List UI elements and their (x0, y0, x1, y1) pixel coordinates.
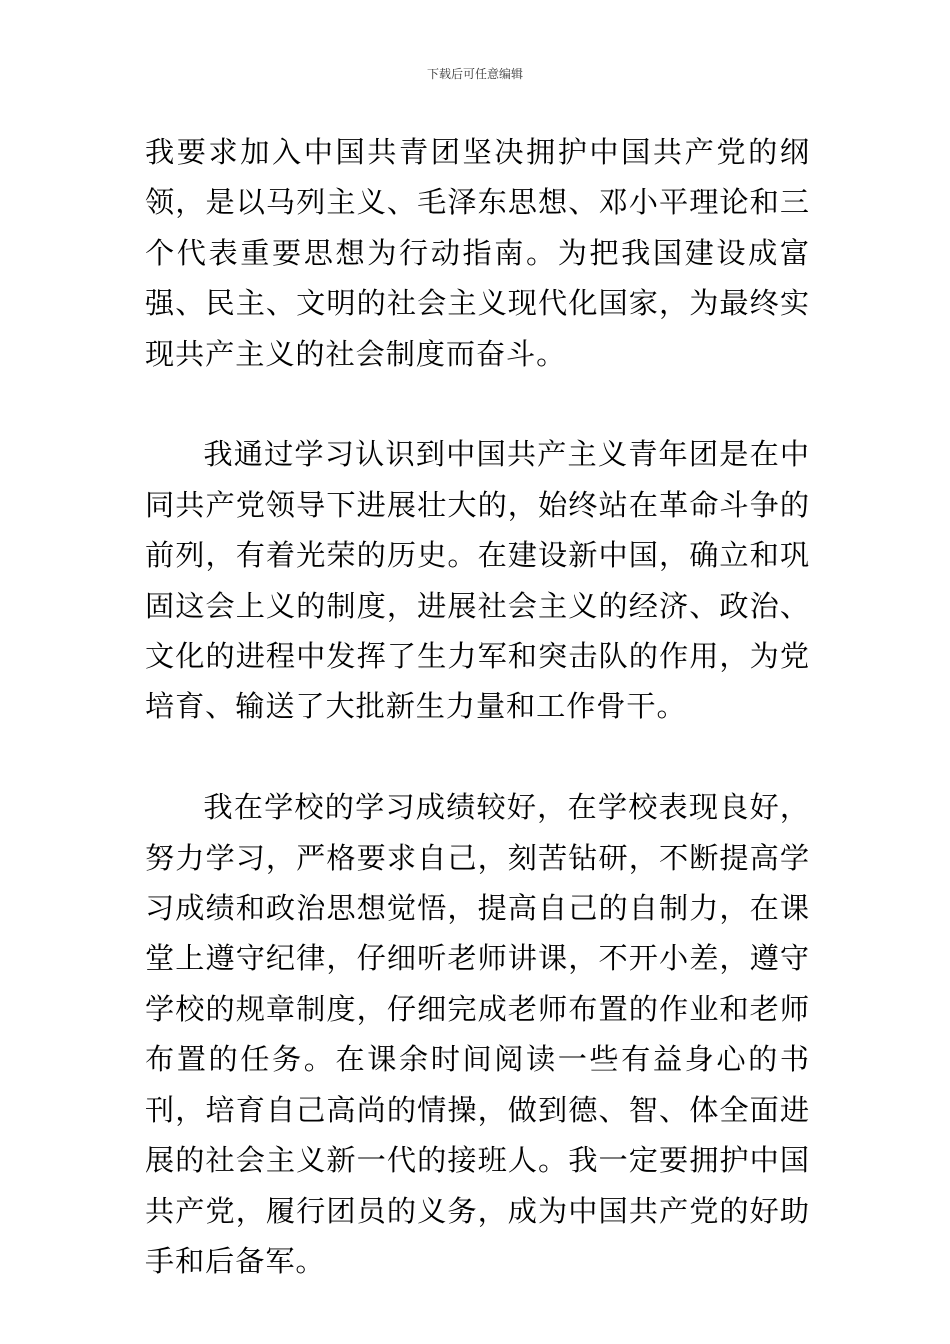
paragraph-1: 我要求加入中国共青团坚决拥护中国共产党的纲领，是以马列主义、毛泽东思想、邓小平理论和三个代表重要思想为行动指南。为把我国建设成富强、民主、文明的社会主义现代化国家，为最终实现共产主义的社会制度而奋斗。 (145, 135, 810, 371)
document-body (145, 127, 810, 1286)
paragraph-2: 我通过学习认识到中国共产主义青年团是在中同共产党领导下进展壮大的，始终站在革命斗争的前列，有着光荣的历史。在建设新中国，确立和巩固这会上义的制度，进展社会主义的经济、政治、文化的进程中发挥了生力军和突击队的作用，为党培育、输送了大批新生力量和工作骨干。 (145, 437, 810, 724)
paragraph-3: 我在学校的学习成绩较好，在学校表现良好，努力学习，严格要求自己，刻苦钻研，不断提高学习成绩和政治思想觉悟，提高自己的自制力，在课堂上遵守纪律，仔细听老师讲课，不开小差，遵守学校的规章制度，仔细完成老师布置的作业和老师布置的任务。在课余时间阅读一些有益身心的书刊，培育自己高尚的情操，做到德、智、体全面进展的社会主义新一代的接班人。我一定要拥护中国共产党，履行团员的义务，成为中国共产党的好助手和后备军。 (145, 790, 810, 1278)
page-header-note: 下载后可任意编辑 (426, 67, 523, 81)
paragraph-spacer (145, 379, 810, 429)
paragraph-spacer (145, 732, 810, 782)
